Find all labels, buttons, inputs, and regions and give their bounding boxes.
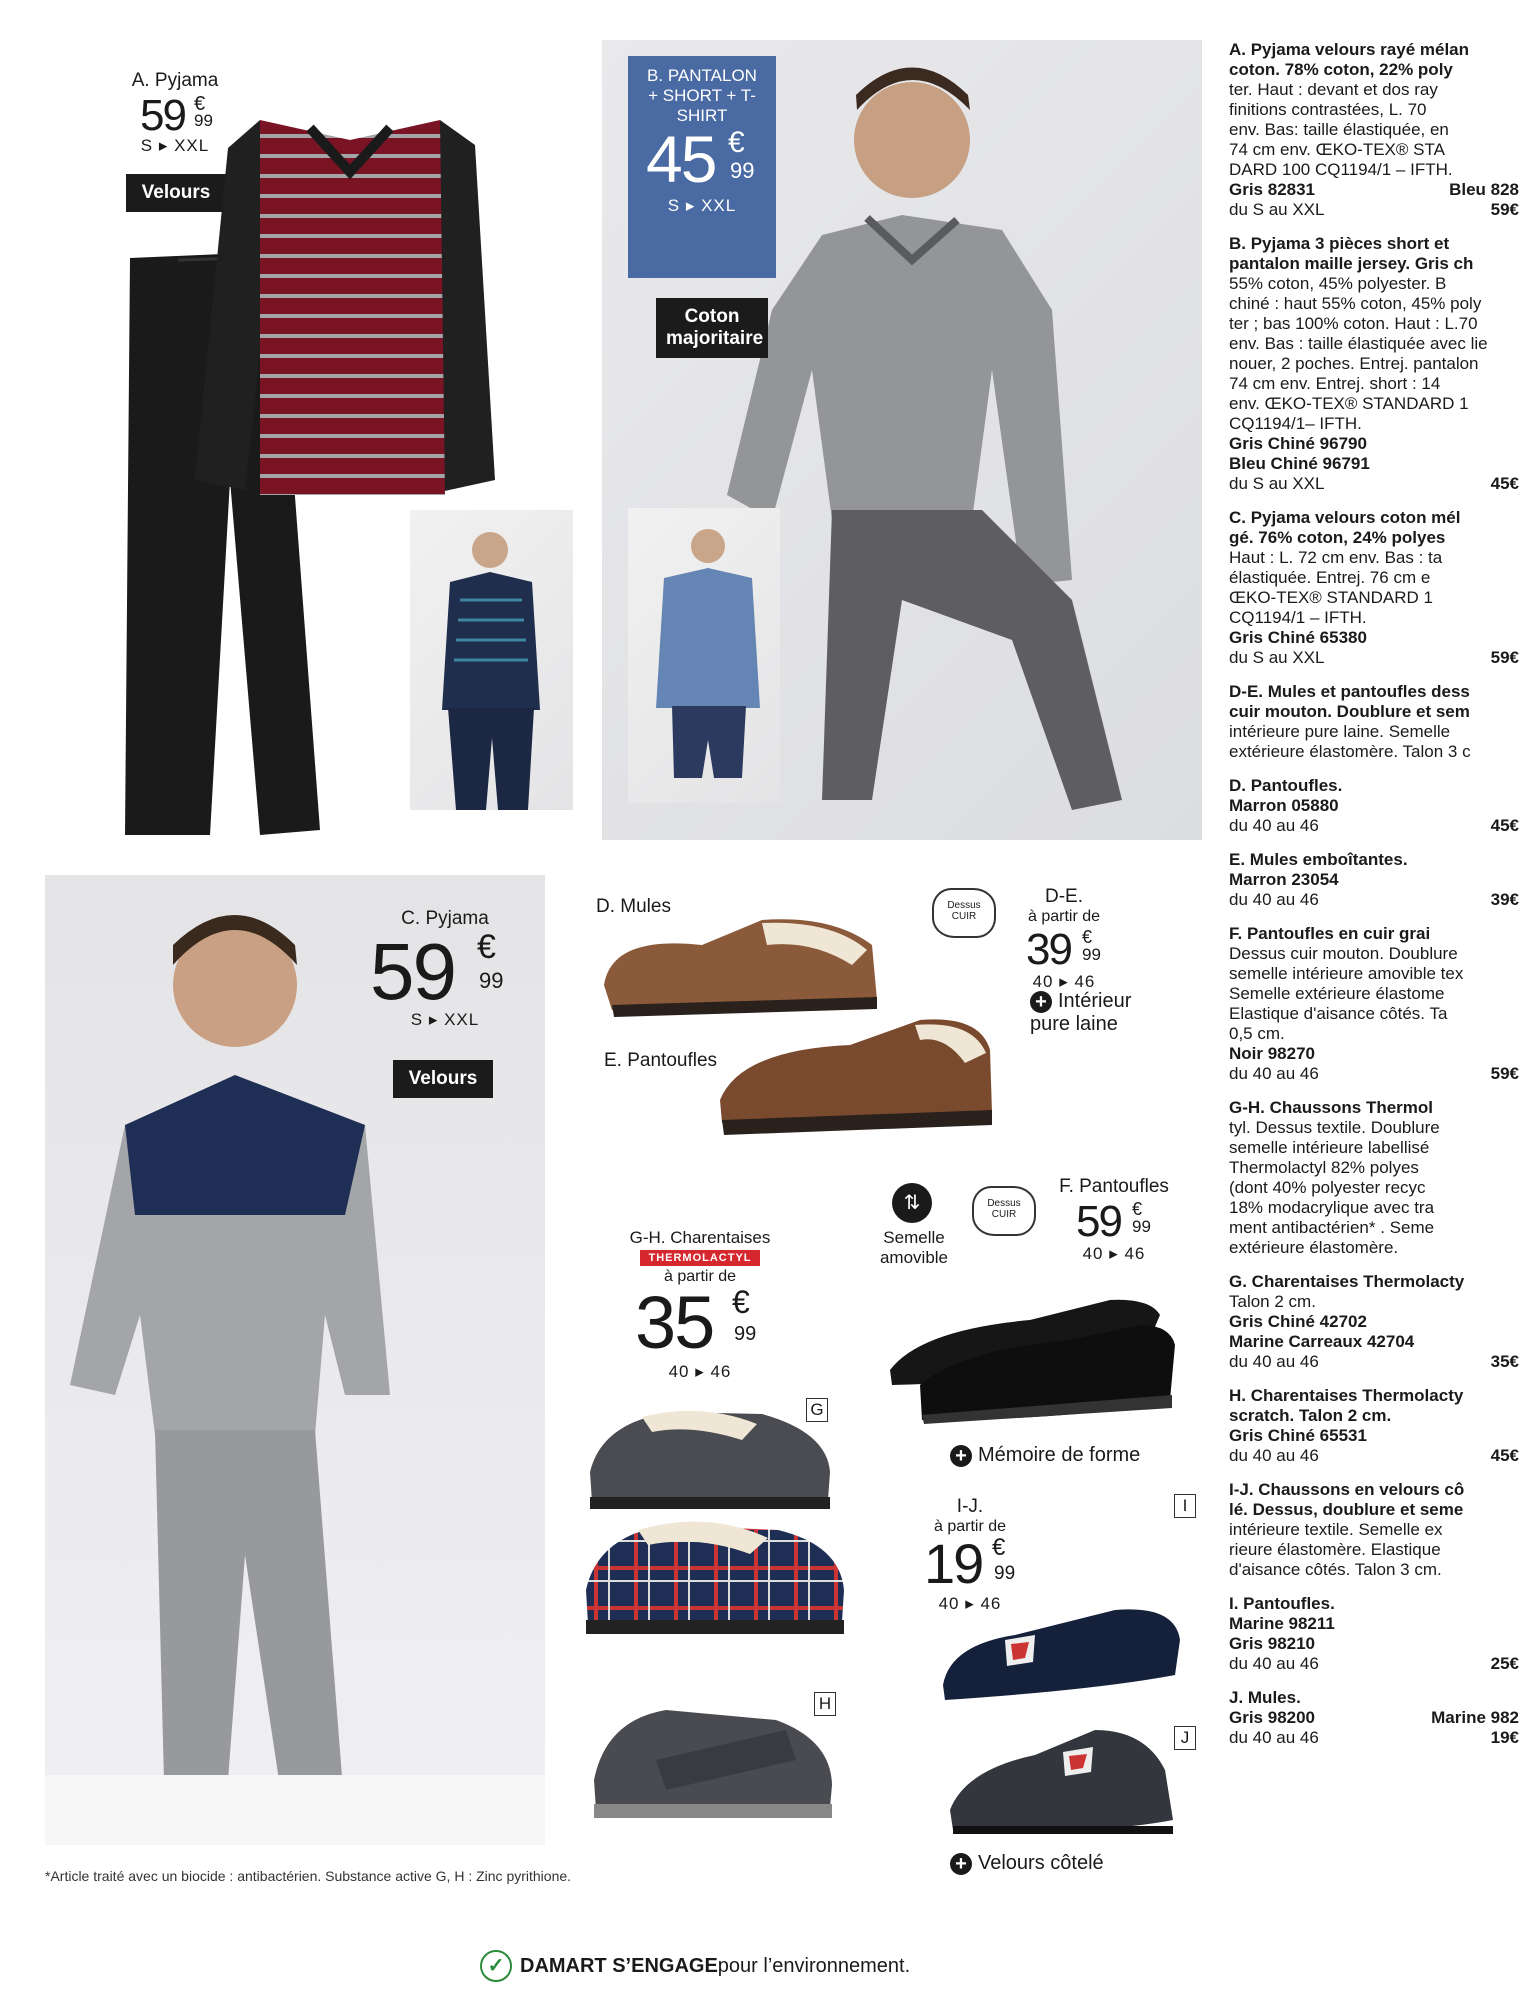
- description-line: 39€: [1490, 890, 1519, 909]
- product-b-model-photo: [628, 508, 780, 803]
- shoe-de-price: 39 € 99: [1026, 925, 1101, 974]
- desc-d: [1229, 776, 1519, 836]
- description-line: du 40 au 46: [1229, 1352, 1319, 1371]
- removable-sole-icon: ⇅: [892, 1183, 932, 1223]
- shoe-g-check-photo: [578, 1510, 848, 1640]
- description-line: Gris Chiné 42702: [1229, 1312, 1367, 1331]
- shoe-j-photo: [945, 1700, 1195, 1840]
- description-line: Dessus cuir mouton. Doublure: [1229, 944, 1458, 963]
- description-line: du S au XXL: [1229, 200, 1325, 219]
- product-c-tag: Velours: [393, 1060, 493, 1098]
- shoe-ij-title: I-J.: [956, 1496, 984, 1517]
- description-line: du 40 au 46: [1229, 1064, 1319, 1083]
- footer-rest: pour l’environnement.: [717, 1954, 911, 1977]
- desc-g: [1229, 1272, 1519, 1372]
- shoe-f-sizes: 40 ▸ 46: [1082, 1244, 1146, 1263]
- description-line: du S au XXL: [1229, 474, 1325, 493]
- description-line: env. ŒKO-TEX® STANDARD 1: [1229, 394, 1469, 413]
- description-line: 55% coton, 45% polyester. B: [1229, 274, 1447, 293]
- description-line: Bleu 828: [1449, 180, 1519, 199]
- feature-wool: + Intérieur pure laine: [1030, 990, 1132, 1035]
- desc-c: [1229, 508, 1519, 668]
- description-line: ter ; bas 100% coton. Haut : L.70: [1229, 314, 1478, 333]
- description-line: D. Pantoufles.: [1229, 776, 1343, 795]
- description-line: A. Pyjama velours rayé mélan: [1229, 40, 1470, 59]
- description-line: 25€: [1490, 1654, 1519, 1673]
- shoe-f-photo: [880, 1290, 1180, 1425]
- shoe-e-label: E. Pantoufles: [604, 1050, 718, 1071]
- desc-b: [1229, 234, 1519, 494]
- shoe-ij-from: à partir de: [933, 1518, 1007, 1535]
- shoe-de-price-block: [1014, 886, 1114, 992]
- desc-i: [1229, 1594, 1519, 1674]
- description-line: 74 cm env. ŒKO-TEX® STA: [1229, 140, 1445, 159]
- desc-f: [1229, 924, 1519, 1084]
- description-line: D-E. Mules et pantoufles dess: [1229, 682, 1470, 701]
- description-line: semelle intérieure amovible tex: [1229, 964, 1464, 983]
- plus-icon: +: [1030, 991, 1052, 1013]
- desc-ij: [1229, 1480, 1486, 1580]
- description-line: C. Pyjama velours coton mél: [1229, 508, 1461, 527]
- description-line: 19€: [1490, 1728, 1519, 1747]
- plus-icon: +: [950, 1445, 972, 1467]
- description-line: Bleu Chiné 96791: [1229, 454, 1370, 473]
- description-line: 45€: [1490, 1446, 1519, 1465]
- description-line: chiné : haut 55% coton, 45% poly: [1229, 294, 1482, 313]
- description-line: Noir 98270: [1229, 1044, 1315, 1063]
- desc-j: [1229, 1688, 1519, 1748]
- description-line: B. Pyjama 3 pièces short et: [1229, 234, 1450, 253]
- product-c-label: [365, 908, 525, 1030]
- thermolactyl-badge: THERMOLACTYL: [640, 1250, 759, 1266]
- description-line: 45€: [1490, 816, 1519, 835]
- description-line: semelle intérieure labellisé: [1229, 1138, 1430, 1157]
- description-line: G-H. Chaussons Thermol: [1229, 1098, 1434, 1117]
- shoe-gh-sizes: 40 ▸ 46: [668, 1362, 732, 1381]
- feature-corduroy: + Velours côtelé: [950, 1852, 1104, 1875]
- description-line: du 40 au 46: [1229, 890, 1319, 909]
- description-line: du S au XXL: [1229, 648, 1325, 667]
- description-line: env. Bas : taille élastiquée avec lie: [1229, 334, 1488, 353]
- description-line: CQ1194/1 – IFTH.: [1229, 608, 1367, 627]
- shoe-f-price-block: [1054, 1176, 1174, 1264]
- product-b-badge: [628, 56, 776, 278]
- description-line: I-J. Chaussons en velours cô: [1229, 1480, 1465, 1499]
- footer-brand: DAMART S’ENGAGE: [520, 1954, 718, 1977]
- shoe-g-photo: [582, 1402, 832, 1512]
- description-line: Marron 23054: [1229, 870, 1339, 889]
- description-line: lé. Dessus, doublure et seme: [1229, 1500, 1464, 1519]
- description-line: du 40 au 46: [1229, 1446, 1319, 1465]
- description-line: Gris 82831: [1229, 180, 1316, 199]
- desc-h: [1229, 1386, 1519, 1466]
- shoe-gh-title: G-H. Charentaises: [629, 1228, 771, 1247]
- description-line: pantalon maille jersey. Gris ch: [1229, 254, 1474, 273]
- description-line: ŒKO-TEX® STANDARD 1: [1229, 588, 1433, 607]
- product-b-sizes: S ▸ XXL: [667, 196, 737, 215]
- description-line: Gris 98210: [1229, 1634, 1316, 1653]
- shoe-h-photo: [586, 1700, 836, 1825]
- description-line: 74 cm env. Entrej. short : 14: [1229, 374, 1441, 393]
- description-line: 59€: [1490, 648, 1519, 667]
- description-line: I. Pantoufles.: [1229, 1594, 1335, 1613]
- description-line: Marron 05880: [1229, 796, 1339, 815]
- plus-icon: +: [950, 1853, 972, 1875]
- description-line: du 40 au 46: [1229, 816, 1319, 835]
- description-line: G. Charentaises Thermolacty: [1229, 1272, 1465, 1291]
- description-line: Thermolactyl 82% polyes: [1229, 1158, 1419, 1177]
- product-a-name: A. Pyjama: [131, 70, 219, 91]
- product-c-price: 59 € 99: [370, 927, 504, 1016]
- shoe-de-sizes: 40 ▸ 46: [1032, 972, 1096, 991]
- shoe-gh-from: à partir de: [663, 1268, 737, 1285]
- product-b-tag: Coton majoritaire: [656, 298, 768, 358]
- description-line: J. Mules.: [1229, 1688, 1301, 1707]
- shoe-ij-sizes: 40 ▸ 46: [938, 1594, 1002, 1613]
- description-line: Gris 98200: [1229, 1708, 1316, 1727]
- shoe-i-letter: I: [1174, 1494, 1196, 1518]
- shoe-h-letter: H: [814, 1692, 836, 1716]
- description-line: 59€: [1490, 1064, 1519, 1083]
- description-line: H. Charentaises Thermolacty: [1229, 1386, 1464, 1405]
- product-b-name: B. PANTALON + SHORT + T-SHIRT: [647, 66, 757, 125]
- description-line: Gris Chiné 65531: [1229, 1426, 1367, 1445]
- description-line: E. Mules emboîtantes.: [1229, 850, 1408, 869]
- leather-badge-de: Dessus CUIR: [932, 888, 996, 938]
- description-line: Elastique d'aisance côtés. Ta: [1229, 1004, 1448, 1023]
- desc-gh: [1229, 1098, 1486, 1258]
- description-line: ter. Haut : devant et dos ray: [1229, 80, 1438, 99]
- description-line: Marine 98211: [1229, 1614, 1335, 1633]
- shoe-i-photo: [935, 1600, 1185, 1705]
- shoe-de-from: à partir de: [1027, 908, 1101, 925]
- leaf-icon: ✓: [480, 1950, 512, 1982]
- description-line: (dont 40% polyester recyc: [1229, 1178, 1426, 1197]
- shoe-gh-price-block: [620, 1228, 780, 1382]
- description-line: Haut : L. 72 cm env. Bas : ta: [1229, 548, 1443, 567]
- description-line: gé. 76% coton, 24% polyes: [1229, 528, 1446, 547]
- footnote: *Article traité avec un biocide : antibactérien. Substance active G, H : Zinc pyrithione.: [45, 1868, 572, 1884]
- removable-sole-label: Semelle amovible: [879, 1228, 949, 1267]
- shoe-gh-price: 35 € 99: [635, 1281, 757, 1364]
- description-line: 18% modacrylique avec tra: [1229, 1198, 1435, 1217]
- description-line: intérieure textile. Semelle ex: [1229, 1520, 1443, 1539]
- footer: [480, 1950, 910, 1982]
- shoe-ij-price-block: [920, 1496, 1020, 1614]
- description-line: nouer, 2 poches. Entrej. pantalon: [1229, 354, 1479, 373]
- desc-a: [1229, 40, 1519, 220]
- description-line: env. Bas: taille élastiquée, en: [1229, 120, 1449, 139]
- product-a-tag: Velours: [126, 174, 226, 212]
- description-line: Talon 2 cm.: [1229, 1292, 1316, 1311]
- description-line: cuir mouton. Doublure et sem: [1229, 702, 1470, 721]
- shoe-f-price: 59 € 99: [1076, 1197, 1151, 1246]
- desc-e: [1229, 850, 1519, 910]
- description-line: ment antibactérien* . Seme: [1229, 1218, 1435, 1237]
- description-line: extérieure élastomère.: [1229, 1238, 1399, 1257]
- descriptions-column: [1229, 40, 1519, 1762]
- description-line: élastiquée. Entrej. 76 cm e: [1229, 568, 1431, 587]
- shoe-ij-price: 19 € 99: [924, 1532, 1016, 1595]
- description-line: d'aisance côtés. Talon 3 cm.: [1229, 1560, 1442, 1579]
- feature-memory: + Mémoire de forme: [950, 1444, 1140, 1467]
- description-line: 0,5 cm.: [1229, 1024, 1285, 1043]
- description-line: CQ1194/1– IFTH.: [1229, 414, 1362, 433]
- description-line: scratch. Talon 2 cm.: [1229, 1406, 1392, 1425]
- shoe-f-title: F. Pantoufles: [1059, 1176, 1169, 1197]
- description-line: coton. 78% coton, 22% poly: [1229, 60, 1453, 79]
- description-line: 35€: [1490, 1352, 1519, 1371]
- description-line: F. Pantoufles en cuir grai: [1229, 924, 1431, 943]
- product-b-price: 45 € 99: [646, 122, 755, 196]
- desc-de: [1229, 682, 1486, 762]
- description-line: Marine Carreaux 42704: [1229, 1332, 1415, 1351]
- description-line: 59€: [1490, 200, 1519, 219]
- description-line: intérieure pure laine. Semelle: [1229, 722, 1451, 741]
- description-line: finitions contrastées, L. 70: [1229, 100, 1427, 119]
- shoe-e-photo: [710, 1005, 1000, 1140]
- description-line: Marine 982: [1431, 1708, 1519, 1727]
- description-line: Semelle extérieure élastome: [1229, 984, 1445, 1003]
- description-line: Gris Chiné 96790: [1229, 434, 1367, 453]
- leather-badge-f: Dessus CUIR: [972, 1186, 1036, 1236]
- description-line: du 40 au 46: [1229, 1728, 1319, 1747]
- product-a-price: 59 € 99: [140, 91, 213, 140]
- product-a-model-photo: [410, 510, 573, 810]
- product-c-sizes: S ▸ XXL: [410, 1010, 480, 1029]
- description-line: extérieure élastomère. Talon 3 c: [1229, 742, 1471, 761]
- shoe-g-letter: G: [806, 1398, 828, 1422]
- description-line: 45€: [1490, 474, 1519, 493]
- product-c-name: C. Pyjama: [401, 908, 489, 929]
- description-line: tyl. Dessus textile. Doublure: [1229, 1118, 1440, 1137]
- shoe-d-label: D. Mules: [596, 896, 671, 917]
- description-line: du 40 au 46: [1229, 1654, 1319, 1673]
- shoe-de-title: D-E.: [1045, 886, 1083, 907]
- description-line: Gris Chiné 65380: [1229, 628, 1367, 647]
- description-line: DARD 100 CQ1194/1 – IFTH.: [1229, 160, 1453, 179]
- product-a-sizes: S ▸ XXL: [140, 136, 210, 155]
- description-line: rieure élastomère. Elastique: [1229, 1540, 1441, 1559]
- shoe-j-letter: J: [1174, 1726, 1196, 1750]
